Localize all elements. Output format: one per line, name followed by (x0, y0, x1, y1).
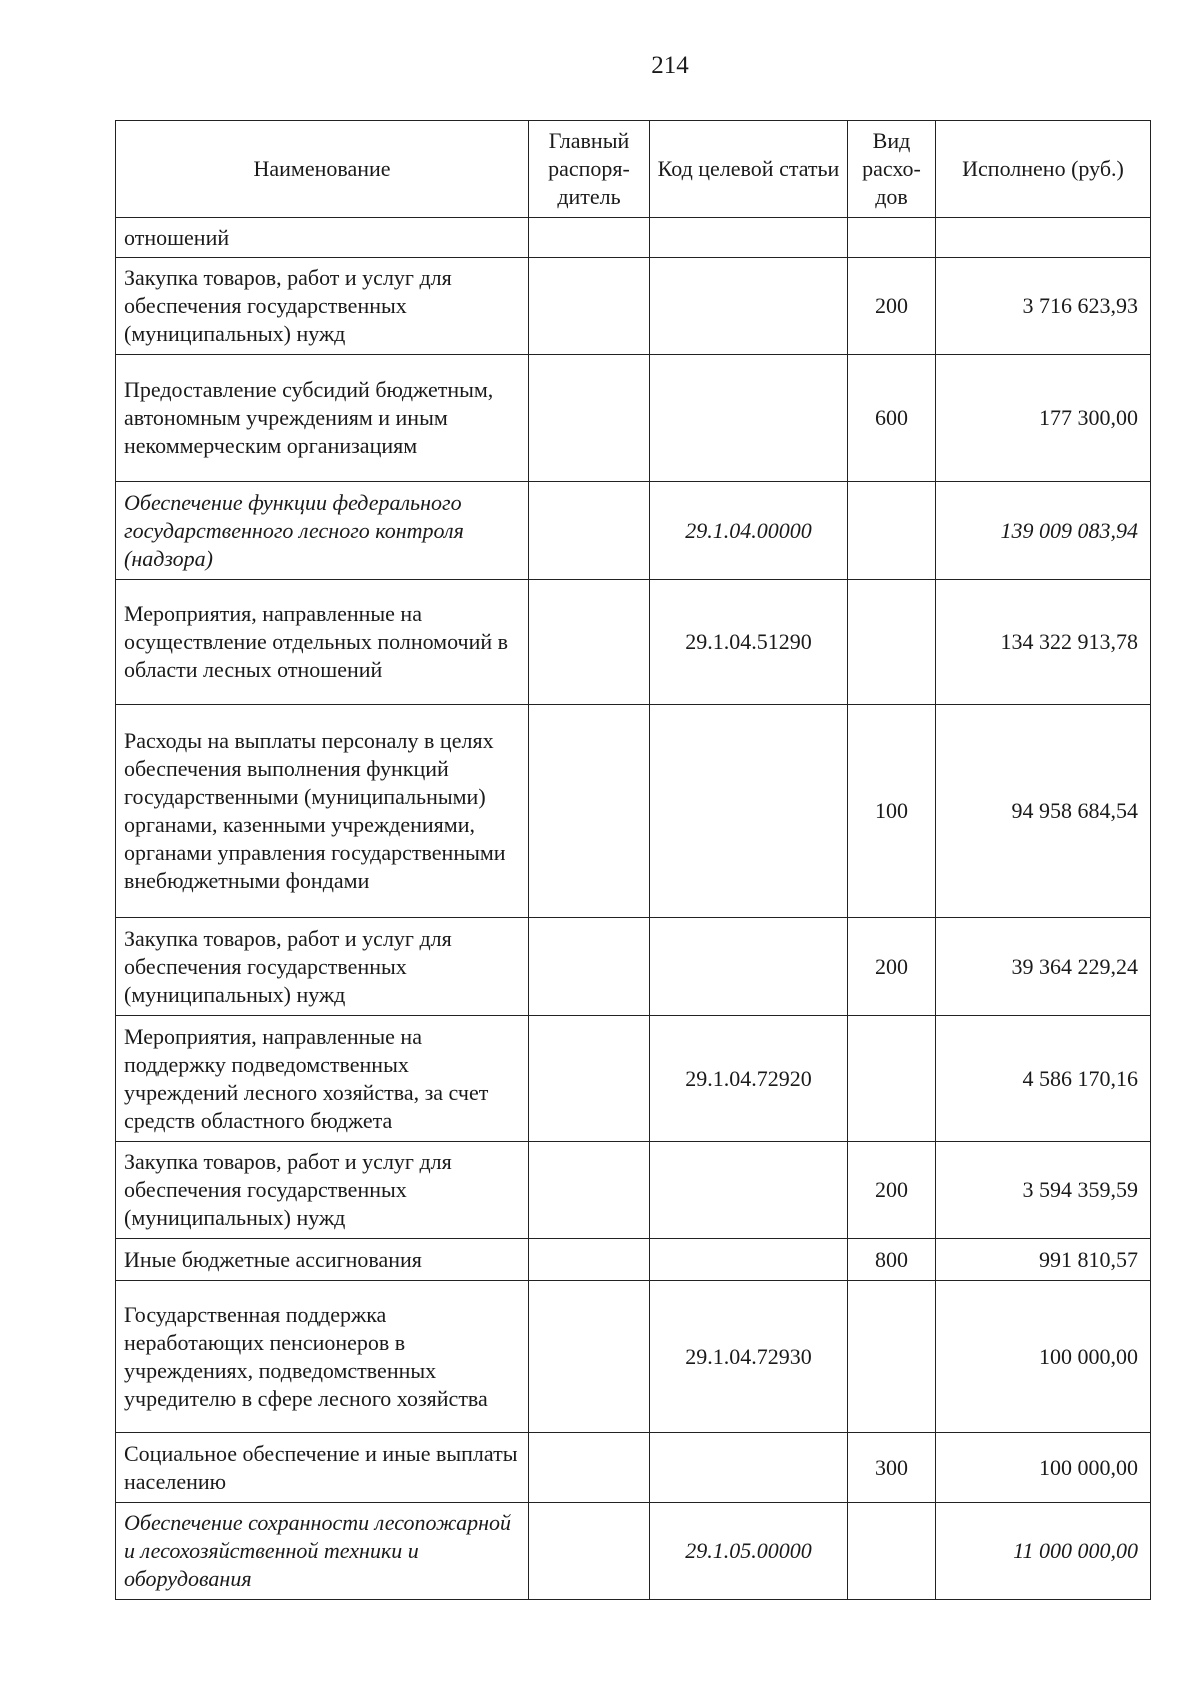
row-name-cell: Государственная поддержка неработающих пенсионеров в учреждениях, подведомственных учредителю в сфере лесного хозяйства (116, 1281, 529, 1433)
row-executed-cell: 100 000,00 (936, 1433, 1151, 1503)
row-name-cell: Предоставление субсидий бюджетным, автономным учреждениям и иным некоммерческим организациям (116, 355, 529, 482)
row-manager-cell (529, 218, 650, 258)
row-manager-cell (529, 1016, 650, 1142)
row-target-code-cell: 29.1.04.72930 (650, 1281, 848, 1433)
row-executed-cell: 3 594 359,59 (936, 1142, 1151, 1239)
row-executed-cell: 11 000 000,00 (936, 1503, 1151, 1600)
row-target-code-cell (650, 355, 848, 482)
row-expense-type-cell (848, 1016, 936, 1142)
row-executed-cell (936, 218, 1151, 258)
row-executed-cell: 991 810,57 (936, 1239, 1151, 1281)
row-target-code-cell (650, 918, 848, 1016)
row-target-code-cell (650, 705, 848, 918)
row-name-cell: Мероприятия, направленные на поддержку подведомственных учреждений лесного хозяйства, за счет средств областного бюджета (116, 1016, 529, 1142)
table-row (116, 1016, 1151, 1142)
row-manager-cell (529, 1433, 650, 1503)
table-body (116, 218, 1151, 1600)
row-name-cell: Закупка товаров, работ и услуг для обеспечения государственных (муниципальных) нужд (116, 1142, 529, 1239)
table-row (116, 918, 1151, 1016)
table-row (116, 580, 1151, 705)
row-name-cell: Мероприятия, направленные на осуществление отдельных полномочий в области лесных отношений (116, 580, 529, 705)
header-target-code: Код целевой статьи (650, 121, 848, 218)
table-header-row (116, 121, 1151, 218)
table-row (116, 1503, 1151, 1600)
row-manager-cell (529, 580, 650, 705)
header-executed: Исполнено (руб.) (936, 121, 1151, 218)
row-expense-type-cell (848, 580, 936, 705)
row-executed-cell: 94 958 684,54 (936, 705, 1151, 918)
table-row (116, 355, 1151, 482)
row-manager-cell (529, 1281, 650, 1433)
row-name-cell: Социальное обеспечение и иные выплаты населению (116, 1433, 529, 1503)
table-row (116, 218, 1151, 258)
header-expense-type: Вид расхо-дов (848, 121, 936, 218)
row-expense-type-cell: 800 (848, 1239, 936, 1281)
row-manager-cell (529, 482, 650, 580)
row-executed-cell: 4 586 170,16 (936, 1016, 1151, 1142)
row-target-code-cell (650, 1433, 848, 1503)
row-target-code-cell (650, 1239, 848, 1281)
header-main-manager: Главный распоря-дитель (529, 121, 650, 218)
row-expense-type-cell (848, 1503, 936, 1600)
row-manager-cell (529, 1239, 650, 1281)
table-row (116, 1239, 1151, 1281)
row-executed-cell: 139 009 083,94 (936, 482, 1151, 580)
row-manager-cell (529, 918, 650, 1016)
row-manager-cell (529, 705, 650, 918)
table-row (116, 258, 1151, 355)
page-number: 214 (651, 52, 689, 79)
row-manager-cell (529, 355, 650, 482)
table-row (116, 1142, 1151, 1239)
table-row (116, 705, 1151, 918)
row-name-cell: Обеспечение сохранности лесопожарной и лесохозяйственной техники и оборудования (116, 1503, 529, 1600)
row-target-code-cell: 29.1.04.00000 (650, 482, 848, 580)
row-target-code-cell: 29.1.05.00000 (650, 1503, 848, 1600)
row-target-code-cell: 29.1.04.51290 (650, 580, 848, 705)
table-row (116, 1433, 1151, 1503)
budget-execution-table (115, 120, 1151, 1600)
row-expense-type-cell: 200 (848, 918, 936, 1016)
row-manager-cell (529, 258, 650, 355)
row-target-code-cell (650, 258, 848, 355)
row-name-cell: Иные бюджетные ассигнования (116, 1239, 529, 1281)
row-target-code-cell (650, 218, 848, 258)
row-expense-type-cell: 300 (848, 1433, 936, 1503)
row-executed-cell: 3 716 623,93 (936, 258, 1151, 355)
table-row (116, 482, 1151, 580)
row-manager-cell (529, 1503, 650, 1600)
row-name-cell: Закупка товаров, работ и услуг для обеспечения государственных (муниципальных) нужд (116, 258, 529, 355)
row-expense-type-cell: 200 (848, 258, 936, 355)
row-name-cell: Расходы на выплаты персоналу в целях обеспечения выполнения функций государственными (муниципальными) органами, казенными учреждениями, органами управления государственными внебюджетными фондами (116, 705, 529, 918)
row-expense-type-cell (848, 482, 936, 580)
table-row (116, 1281, 1151, 1433)
row-manager-cell (529, 1142, 650, 1239)
row-executed-cell: 134 322 913,78 (936, 580, 1151, 705)
row-executed-cell: 100 000,00 (936, 1281, 1151, 1433)
row-expense-type-cell: 600 (848, 355, 936, 482)
header-name: Наименование (116, 121, 529, 218)
row-expense-type-cell: 200 (848, 1142, 936, 1239)
row-expense-type-cell: 100 (848, 705, 936, 918)
row-name-cell: отношений (116, 218, 529, 258)
row-name-cell: Закупка товаров, работ и услуг для обеспечения государственных (муниципальных) нужд (116, 918, 529, 1016)
row-target-code-cell: 29.1.04.72920 (650, 1016, 848, 1142)
row-executed-cell: 39 364 229,24 (936, 918, 1151, 1016)
row-name-cell: Обеспечение функции федерального государственного лесного контроля (надзора) (116, 482, 529, 580)
row-expense-type-cell (848, 218, 936, 258)
row-executed-cell: 177 300,00 (936, 355, 1151, 482)
row-target-code-cell (650, 1142, 848, 1239)
row-expense-type-cell (848, 1281, 936, 1433)
